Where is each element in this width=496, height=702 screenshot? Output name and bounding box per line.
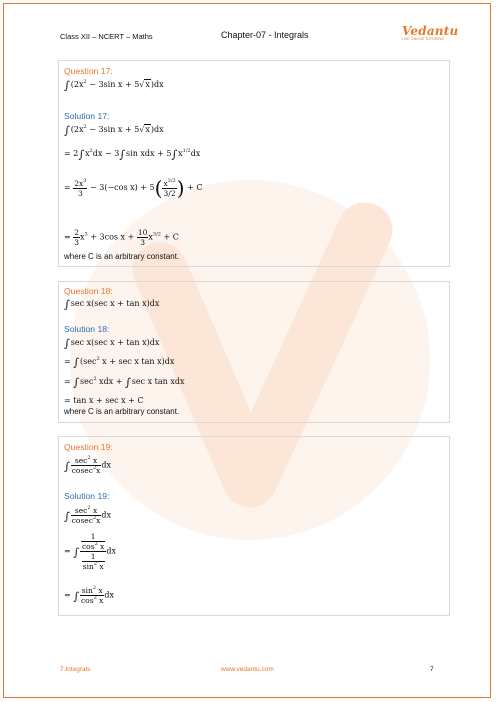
header-class-label: Class XII – NCERT – Maths — [60, 32, 153, 41]
solution-19-step-1: ∫ $\frac{\sec^2 x}{cosec^2x}$ dx — [64, 505, 112, 525]
solution-17-label: Solution 17: — [64, 111, 110, 121]
solution-17-step-1: $\int(2x^2 - 3\sin$ x + 5√x)dx — [64, 124, 164, 137]
vedantu-logo — [402, 24, 459, 41]
question-19-expression: ∫ $\frac{\sec^2 x}{cosec^2x}$ dx — [64, 455, 112, 475]
question-17-expression: $\int(2x^2 - 3\sin$ x + 5√x)dx — [64, 79, 164, 92]
question-18-expression: ∫sec x(sec x + tan x)dx — [64, 298, 160, 311]
footer-website-link[interactable]: www.vedantu.com — [221, 666, 274, 673]
logo-tagline: LIVE ONLINE TUTORING — [402, 37, 444, 41]
solution-19-label: Solution 19: — [64, 491, 110, 501]
solution-18-step-3: = $\int\sec^2$ xdx + ∫sec x tan xdx — [64, 376, 185, 389]
solution-18-label: Solution 18: — [64, 324, 110, 334]
logo-name: Vedantu — [402, 24, 459, 38]
header-chapter-title: Chapter-07 - Integrals — [221, 30, 309, 40]
solution-17-step-2: = $2\int x^2dx - 3\int\sin$ xdx + $5\int x^{1/2}dx$ — [64, 148, 201, 161]
solution-19-step-3: = ∫ $\frac{\sin^2 x}{\cos^2 x}$ dx — [64, 585, 115, 605]
footer-chapter: 7.Integrals — [60, 666, 91, 673]
question-17-label: Question 17: — [64, 66, 113, 76]
question-19-box — [58, 436, 450, 616]
solution-17-note: where C is an arbitrary constant. — [64, 252, 180, 261]
solution-18-step-1: ∫sec x(sec x + tan x)dx — [64, 337, 160, 350]
footer-page-number: 7 — [430, 666, 434, 673]
question-18-label: Question 18: — [64, 286, 113, 296]
solution-17-step-3: = $\frac{2x^3}{3}$ − 3(−cos x) + 5( $\frac{x^{3/2}}{3/2}$ ) + C — [64, 176, 203, 200]
solution-18-step-4: = tan x + sec x + C — [64, 396, 144, 405]
solution-18-step-2: = $\int(\sec^2$ x + sec x tan x)dx — [64, 356, 175, 369]
solution-19-step-2: = ∫ $\frac{\frac{1}{\cos^2 x}}{\frac{1}{\sin^2 x}}$ dx — [64, 532, 117, 571]
question-19-label: Question 19: — [64, 442, 113, 452]
solution-17-step-4: = $\frac{2}{3}$ $x^3 + 3\cos$ x + $\frac{10}{3}$ $x^{3/2} + C$ — [64, 228, 179, 247]
solution-18-note: where C is an arbitrary constant. — [64, 407, 180, 416]
